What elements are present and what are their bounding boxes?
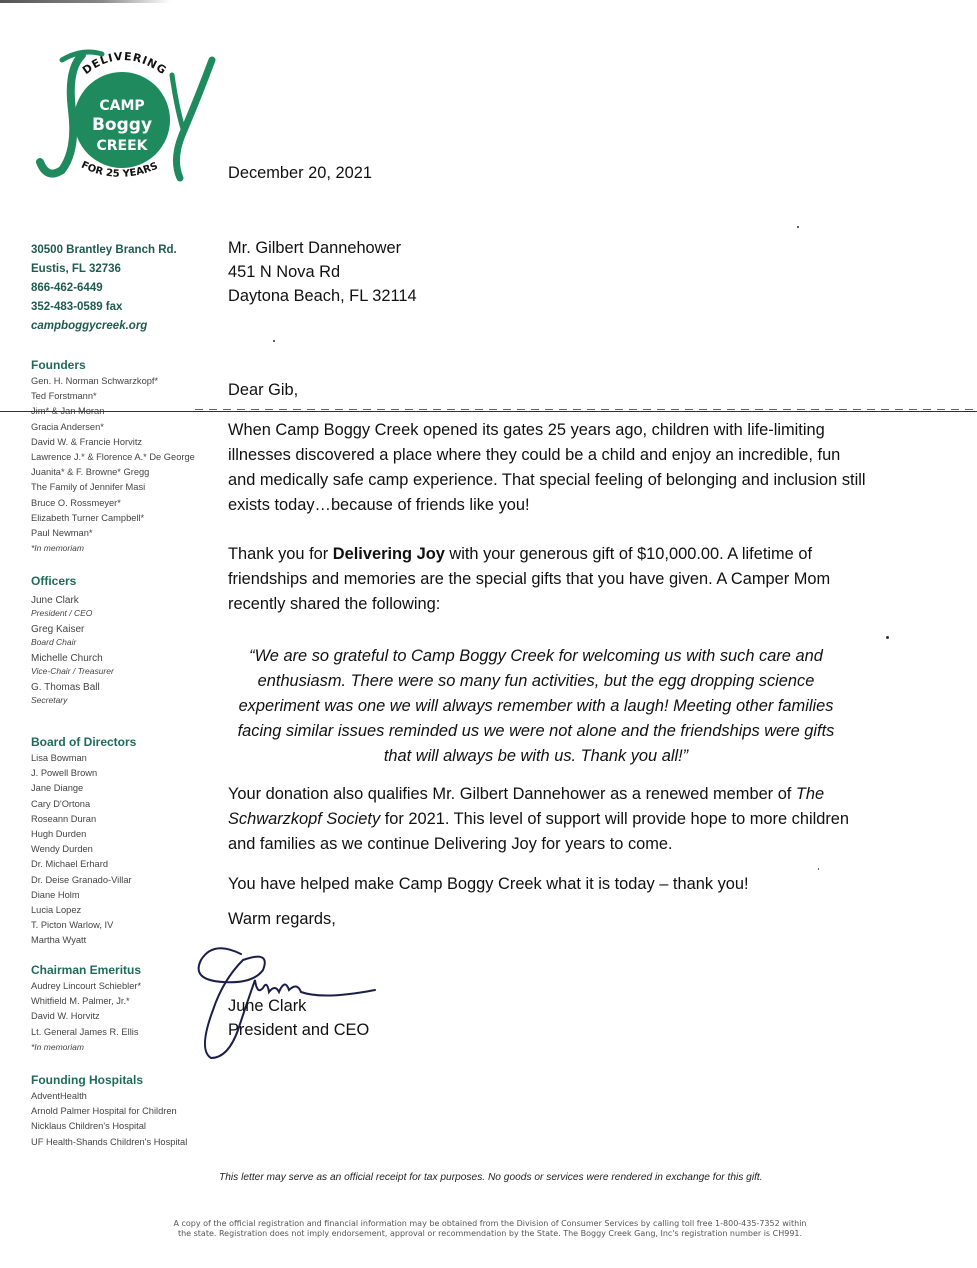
paragraph-thank-you bbox=[228, 542, 868, 617]
svg-text:CREEK: CREEK bbox=[96, 138, 148, 154]
founder-name: Juanita* & F. Browne* Gregg bbox=[31, 467, 150, 478]
paragraph-society-membership bbox=[228, 782, 868, 857]
founder-name: Gen. H. Norman Schwarzkopf* bbox=[31, 376, 159, 386]
director-name: T. Picton Warlow, IV bbox=[31, 920, 114, 931]
recipient-name: Mr. Gilbert Dannehower bbox=[228, 239, 402, 257]
letter-date: December 20, 2021 bbox=[228, 164, 372, 182]
scan-fold-line-dashed bbox=[195, 409, 977, 410]
section-heading: Founding Hospitals bbox=[31, 1073, 143, 1087]
paragraph-text: Your donation also qualifies Mr. Gilbert Dannehower as a renewed member of bbox=[228, 785, 796, 803]
officer-entry bbox=[31, 594, 114, 619]
hospital-name: Nicklaus Children's Hospital bbox=[31, 1121, 146, 1132]
director-name: Martha Wyatt bbox=[31, 935, 87, 946]
recipient-street: 451 N Nova Rd bbox=[228, 263, 341, 281]
founder-name bbox=[31, 404, 195, 419]
svg-text:FOR 25 YEARS: FOR 25 YEARS bbox=[79, 159, 160, 180]
officer-role: Board Chair bbox=[31, 637, 77, 647]
svg-text:DELIVERING: DELIVERING bbox=[80, 49, 170, 78]
disclaimer-line: the state. Registration does not imply endorsement, approval or recommendation by the State. The Boggy Creek Gang, Inc's registration number is CH991. bbox=[177, 1229, 803, 1238]
paragraph-text: with your generous gift of $10,000.00. A lifetime of friendships and memories are the special gifts that you have given. A Camper Mom recently shared the following: bbox=[228, 545, 831, 613]
phone-number: 866-462-6449 bbox=[31, 282, 103, 294]
website-link[interactable]: campboggycreek.org bbox=[31, 320, 148, 332]
paragraph-intro: When Camp Boggy Creek opened its gates 25 years ago, children with life-limiting illnesses discovered a place where they could be a child and enjoy an incredible, fun and medically safe camp experience. That special feeling of belonging and inclusion still exists today…because of friends like you! bbox=[228, 421, 866, 514]
officer-name: G. Thomas Ball bbox=[31, 682, 100, 693]
scan-speck bbox=[273, 340, 275, 342]
in-memoriam-note: *In memoriam bbox=[31, 1041, 84, 1052]
emeritus-name: David W. Horvitz bbox=[31, 1011, 100, 1022]
signer-name: June Clark bbox=[228, 997, 307, 1015]
signer-title: President and CEO bbox=[228, 1021, 370, 1039]
section-heading: Board of Directors bbox=[31, 735, 137, 749]
founder-name: Elizabeth Turner Campbell* bbox=[31, 512, 145, 523]
director-name: Hugh Durden bbox=[31, 829, 87, 840]
director-name: Dr. Michael Erhard bbox=[31, 859, 108, 870]
officer-name: Michelle Church bbox=[31, 653, 103, 664]
scan-speck bbox=[886, 636, 889, 639]
officer-name: June Clark bbox=[31, 595, 79, 606]
camper-mom-quote: “We are so grateful to Camp Boggy Creek for welcoming us with such care and enthusiasm. There were so many fun activities, but the egg dropping science experiment was one we will always remember with a laugh! Meeting other families facing similar issues reminded us we were not alone and the friendships were gifts that will always be with us. Thank you all!” bbox=[237, 647, 835, 765]
emeritus-name: Audrey Lincourt Schiebler* bbox=[31, 981, 142, 991]
officer-role: Vice-Chair / Treasurer bbox=[31, 666, 114, 676]
paragraph-text: for 2021. This level of support will provide hope to more children and families as we continue Delivering Joy for years to come. bbox=[228, 810, 850, 853]
founder-name: David W. & Francie Horvitz bbox=[31, 436, 143, 447]
officer-role: President / CEO bbox=[31, 608, 93, 618]
scan-speck bbox=[818, 868, 819, 870]
chairman-emeritus-section bbox=[31, 962, 141, 1055]
address-street: 30500 Brantley Branch Rd. bbox=[31, 244, 177, 256]
hospital-name: AdventHealth bbox=[31, 1091, 87, 1101]
emeritus-name: Whitfield M. Palmer, Jr.* bbox=[31, 996, 130, 1007]
delivering-joy-emphasis: Delivering Joy bbox=[332, 545, 445, 563]
signer-block bbox=[228, 994, 369, 1042]
founders-section bbox=[31, 357, 195, 556]
recipient-city: Daytona Beach, FL 32114 bbox=[228, 287, 417, 305]
disclaimer-line: A copy of the official registration and financial information may be obtained from the Division of Consumer Services by calling toll free 1-800-435-7352 within bbox=[173, 1219, 807, 1228]
founding-hospitals-section bbox=[31, 1072, 187, 1150]
scan-artifact bbox=[0, 0, 170, 3]
society-name: The Schwarzkopf Society bbox=[228, 785, 825, 828]
board-section bbox=[31, 734, 136, 949]
organization-address bbox=[31, 241, 177, 336]
founder-name: Lawrence J.* & Florence A.* De George bbox=[31, 452, 195, 463]
fax-number: 352-483-0589 fax bbox=[31, 301, 123, 313]
officer-entry bbox=[31, 681, 114, 706]
section-heading: Founders bbox=[31, 358, 86, 372]
registration-disclaimer bbox=[120, 1219, 860, 1239]
hospital-name: Arnold Palmer Hospital for Children bbox=[31, 1106, 177, 1117]
section-heading: Chairman Emeritus bbox=[31, 963, 142, 977]
officer-name: Greg Kaiser bbox=[31, 624, 85, 635]
tax-receipt-note: This letter may serve as an official receipt for tax purposes. No goods or services were rendered in exchange for this gift. bbox=[219, 1172, 763, 1183]
scan-speck bbox=[797, 226, 799, 228]
recipient-address bbox=[228, 236, 417, 308]
svg-text:CAMP: CAMP bbox=[99, 98, 145, 114]
paragraph-closing-thanks: You have helped make Camp Boggy Creek what it is today – thank you! bbox=[228, 875, 749, 893]
founder-name: The Family of Jennifer Masi bbox=[31, 482, 146, 493]
director-name: Lisa Bowman bbox=[31, 753, 87, 763]
director-name: Diane Holm bbox=[31, 889, 80, 900]
officer-entry bbox=[31, 623, 114, 648]
camp-boggy-creek-logo bbox=[22, 40, 222, 190]
director-name: J. Powell Brown bbox=[31, 768, 98, 779]
emeritus-name: Lt. General James R. Ellis bbox=[31, 1026, 139, 1037]
director-name: Dr. Deise Granado-Villar bbox=[31, 874, 132, 885]
salutation: Dear Gib, bbox=[228, 381, 299, 399]
paragraph-text: Thank you for bbox=[228, 545, 333, 563]
svg-text:Boggy: Boggy bbox=[91, 115, 153, 135]
in-memoriam-note: *In memoriam bbox=[31, 543, 84, 554]
hospital-name: UF Health-Shands Children's Hospital bbox=[31, 1136, 188, 1147]
closing: Warm regards, bbox=[228, 910, 336, 928]
officer-entry bbox=[31, 652, 114, 677]
director-name: Cary D'Ortona bbox=[31, 798, 91, 809]
scan-fold-line bbox=[0, 411, 977, 412]
founder-name: Paul Newman* bbox=[31, 528, 93, 539]
address-city: Eustis, FL 32736 bbox=[31, 263, 121, 275]
director-name: Lucia Lopez bbox=[31, 905, 82, 916]
director-name: Wendy Durden bbox=[31, 844, 93, 855]
officers-section bbox=[31, 573, 114, 710]
founder-name: Bruce O. Rossmeyer* bbox=[31, 497, 121, 508]
director-name: Jane Diange bbox=[31, 783, 84, 794]
founder-name: Ted Forstmann* bbox=[31, 391, 97, 402]
director-name: Roseann Duran bbox=[31, 813, 97, 824]
officer-role: Secretary bbox=[31, 695, 68, 705]
founder-name: Gracia Andersen* bbox=[31, 421, 104, 432]
section-heading: Officers bbox=[31, 574, 77, 588]
